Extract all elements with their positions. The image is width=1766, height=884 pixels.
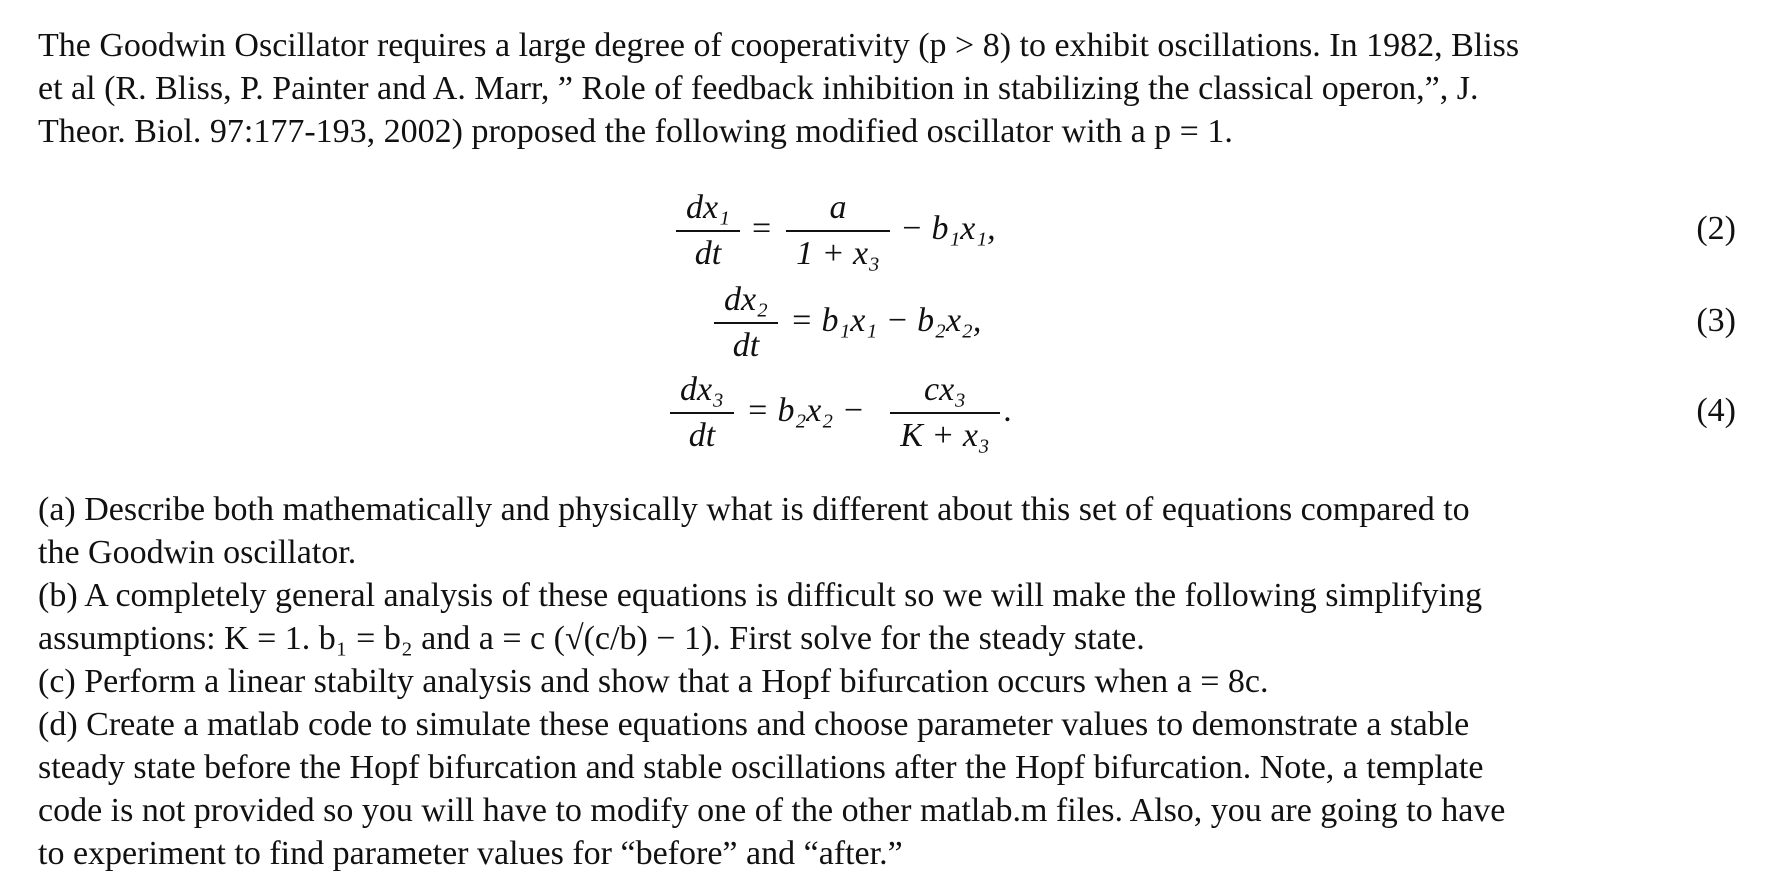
eq4-rhs-numerator: cx₃: [923, 371, 966, 408]
eq4-rhs-denominator: K + x₃: [900, 417, 990, 454]
intro-line-1: The Goodwin Oscillator requires a large degree of cooperativity (p > 8) to exhibit oscillations. In 1982, Bliss: [38, 27, 1520, 64]
part-d-line-2: steady state before the Hopf bifurcation and stable oscillations after the Hopf bifurcation. Note, a template: [38, 749, 1484, 786]
eq4-lhs-fraction: [670, 370, 734, 456]
eq2-rhs-denominator: 1 + x₃: [796, 235, 880, 272]
eq3-lhs-numerator: dx₂: [724, 281, 768, 318]
eq2-lhs-bar: [676, 230, 740, 232]
eq4-lhs-numerator: dx₃: [680, 371, 724, 408]
eq4-rhs-fraction: [890, 370, 1000, 456]
eq2-rhs-bar: [786, 230, 890, 232]
part-b-line-2: assumptions: K = 1. b₁ = b₂ and a = c (√(c/b) − 1). First solve for the steady state.: [38, 620, 1145, 657]
eq2-rhs-fraction: [786, 188, 890, 274]
eq3-lhs-bar: [714, 322, 778, 324]
part-d-line-4: to experiment to find parameter values for “before” and “after.”: [38, 835, 903, 872]
eq2-rhs-numerator: a: [829, 189, 847, 226]
intro-line-2: et al (R. Bliss, P. Painter and A. Marr, ” Role of feedback inhibition in stabilizing the classical operon,”, J.: [38, 70, 1479, 107]
eq2-lhs-numerator: dx₁: [686, 189, 730, 226]
eq4-rhs-bar: [890, 412, 1000, 414]
eq3-lhs-fraction: [714, 280, 778, 366]
parts-paragraph: [38, 488, 1738, 875]
eq4-lhs-denominator: dt: [688, 417, 716, 454]
intro-line-3: Theor. Biol. 97:177-193, 2002) proposed the following modified oscillator with a p = 1.: [38, 113, 1233, 150]
eq4-number: (4): [1696, 392, 1736, 429]
eq4-rhs-start: = b₂x₂ −: [746, 392, 865, 429]
eq3-number: (3): [1696, 302, 1736, 339]
eq2-lhs-denominator: dt: [694, 235, 722, 272]
part-a-line-2: the Goodwin oscillator.: [38, 534, 357, 571]
intro-paragraph: [38, 24, 1738, 153]
eq3-lhs-denominator: dt: [732, 327, 760, 364]
part-d-line-1: (d) Create a matlab code to simulate these equations and choose parameter values to demonstrate a stable: [38, 706, 1470, 743]
part-d-line-3: code is not provided so you will have to modify one of the other matlab.m files. Also, you are going to have: [38, 792, 1506, 829]
eq4-rhs-end: .: [1004, 392, 1013, 429]
eq3-rhs: = b₁x₁ − b₂x₂,: [790, 302, 982, 339]
eq2-lhs-fraction: [676, 188, 740, 274]
eq2-rhs-rest: − b₁x₁,: [900, 210, 996, 247]
part-c-line-1: (c) Perform a linear stabilty analysis and show that a Hopf bifurcation occurs when a = 8c.: [38, 663, 1269, 700]
eq2-number: (2): [1696, 210, 1736, 247]
part-a-line-1: (a) Describe both mathematically and physically what is different about this set of equations compared to: [38, 491, 1470, 528]
eq4-lhs-bar: [670, 412, 734, 414]
eq2-equals: =: [752, 210, 772, 247]
part-b-line-1: (b) A completely general analysis of these equations is difficult so we will make the following simplifying: [38, 577, 1483, 614]
